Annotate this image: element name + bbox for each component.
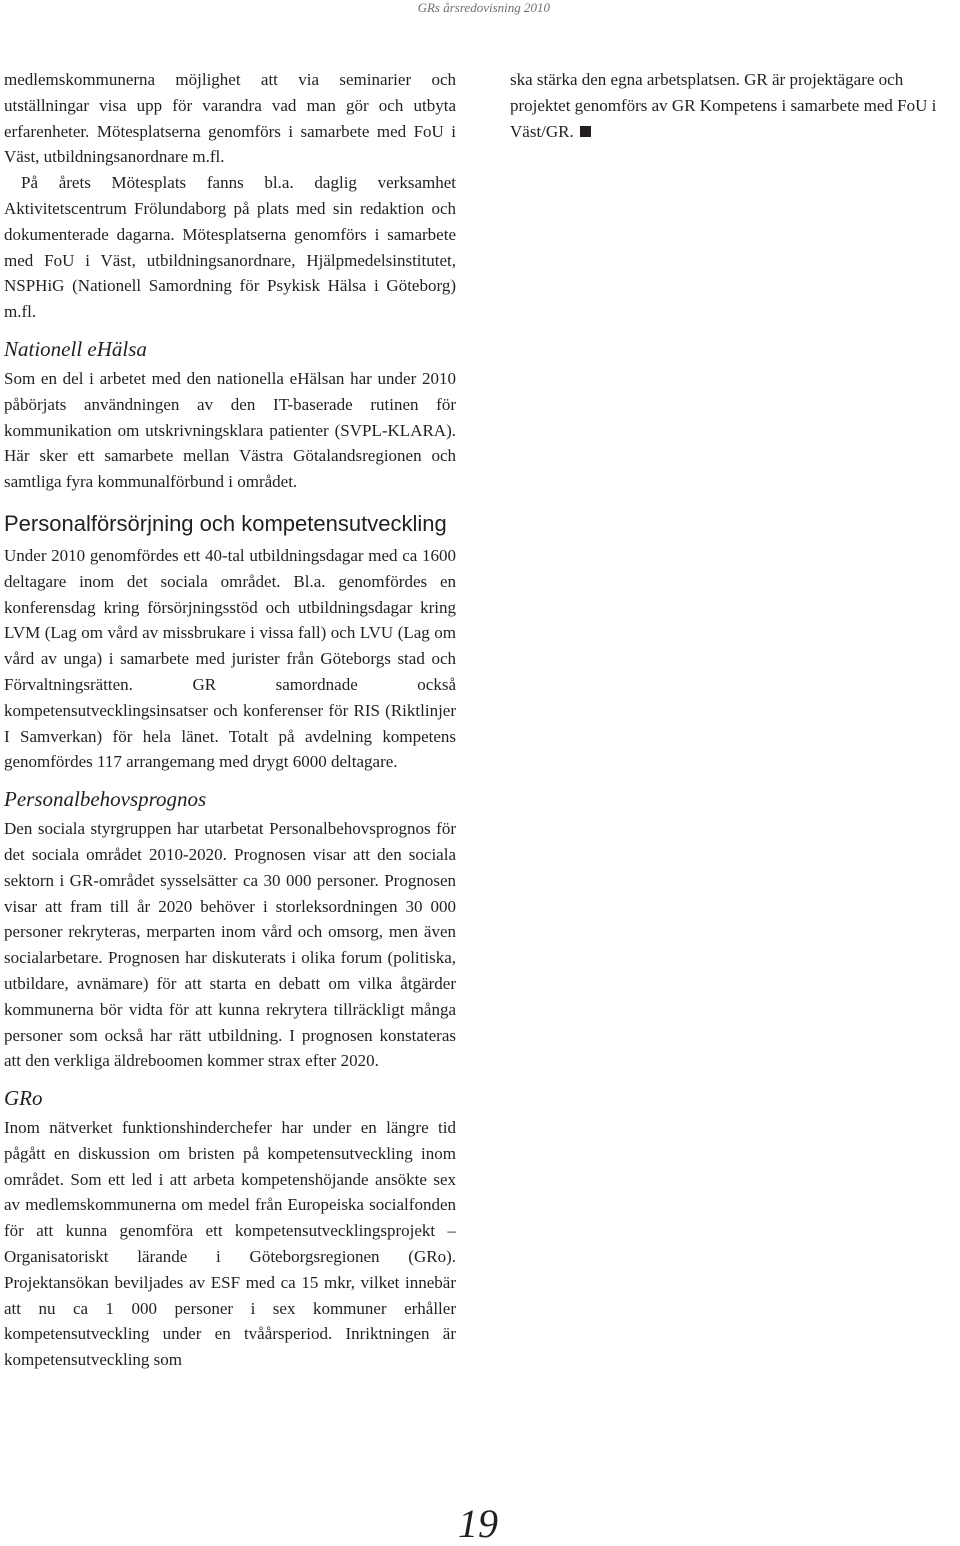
continued-paragraph-text: ska stärka den egna arbetsplatsen. GR är projektägare och projektet genomförs av GR Kompetens i samarbete med FoU i Väst/GR. — [510, 70, 937, 141]
end-of-article-square-icon — [580, 126, 591, 137]
ehalsa-paragraph: Som en del i arbetet med den nationella eHälsan har under 2010 påbörjats användningen av den IT-baserade rutinen för kommunikation om utskrivningsklara patienter (SVPL-KLARA). Här sker ett samarbete mellan Västra Götalandsregionen och samtliga fyra kommunalförbund i området. — [4, 368, 456, 492]
left-column — [4, 67, 456, 1373]
ehalsa-heading: Nationell eHälsa — [4, 336, 147, 361]
right-column — [510, 67, 960, 144]
prognos-paragraph: Den sociala styrgruppen har utarbetat Personalbehovsprognos för det sociala området 2010-2020. Prognosen visar att den sociala sektorn i GR-området sysselsätter ca 30 000 personer. Prognosen visar att fram till år 2020 behöver i storleksordningen 30 000 personer rekryteras, merparten inom vård och omsorg, men även socialarbetare. Prognosen har diskuterats i olika forum (politiska, utbildare, avnämare) för att starta en debatt om vilka åtgärder kommunerna bör vidta för att kunna rekrytera tillräckligt många personer som också har rätt utbildning. I prognosen konstateras att den verkliga äldreboomen kommer strax efter 2020. — [4, 819, 456, 1071]
personal-paragraph: Under 2010 genomfördes ett 40-tal utbildningsdagar med ca 1600 deltagare inom det sociala området. Bl.a. genomfördes en konferensdag kring försörjningsstöd och utbildningsdagar kring LVM (Lag om vård av missbrukare i vissa fall) och LVU (Lag om vård av unga) i samarbete med jurister från Göteborgs stad och Förvaltningsrätten. GR samordnade också kompetensutvecklingsinsatser och konferenser för RIS (Riktlinjer I Samverkan) för hela länet. Totalt på avdelning kompetens genomfördes 117 arrangemang med drygt 6000 deltagare. — [4, 545, 456, 772]
page-number: 19 — [458, 1501, 498, 1546]
gro-paragraph: Inom nätverket funktionshinderchefer har under en längre tid pågått en diskussion om bristen på kompetensutveckling inom området. Som ett led i att arbeta kompetenshöjande ansökte sex av medlemskommunerna om medel från Europeiska socialfonden för att kunna genomföra ett kompetensutvecklingsprojekt – Organisatoriskt lärande i Göteborgsregionen (GRo). Projektansökan beviljades av ESF med ca 15 mkr, vilket innebär att nu ca 1 000 personer i sex kommuner erhåller kompetensutveckling under en tvåårsperiod. Inriktningen är kompetensutveckling som — [4, 1118, 456, 1370]
continued-paragraph — [510, 67, 960, 144]
intro-paragraph-1: medlemskommunerna möjlighet att via seminarier och utställningar visa upp för varandra vad man gör och utbyta erfarenheter. Mötesplatserna genomförs i samarbete med FoU i Väst, utbildningsanordnare m.fl. — [4, 70, 456, 167]
gro-heading: GRo — [4, 1086, 43, 1111]
prognos-heading: Personalbehovsprognos — [4, 787, 207, 812]
running-header: GRs årsredovisning 2010 — [417, 0, 550, 15]
personal-heading: Personalförsörjning och kompetensutveckling — [4, 510, 447, 536]
intro-paragraph-2: På årets Mötesplats fanns bl.a. daglig verksamhet Aktivitetscentrum Frölundaborg på plats med sin redaktion och dokumenterade dagarna. Mötesplatserna genomförs i samarbete med FoU i Väst, utbildningsanordnare, Hjälpmedelsinstitutet, NSPHiG (Nationell Samordning för Psykisk Hälsa i Göteborg) m.fl. — [4, 173, 456, 322]
